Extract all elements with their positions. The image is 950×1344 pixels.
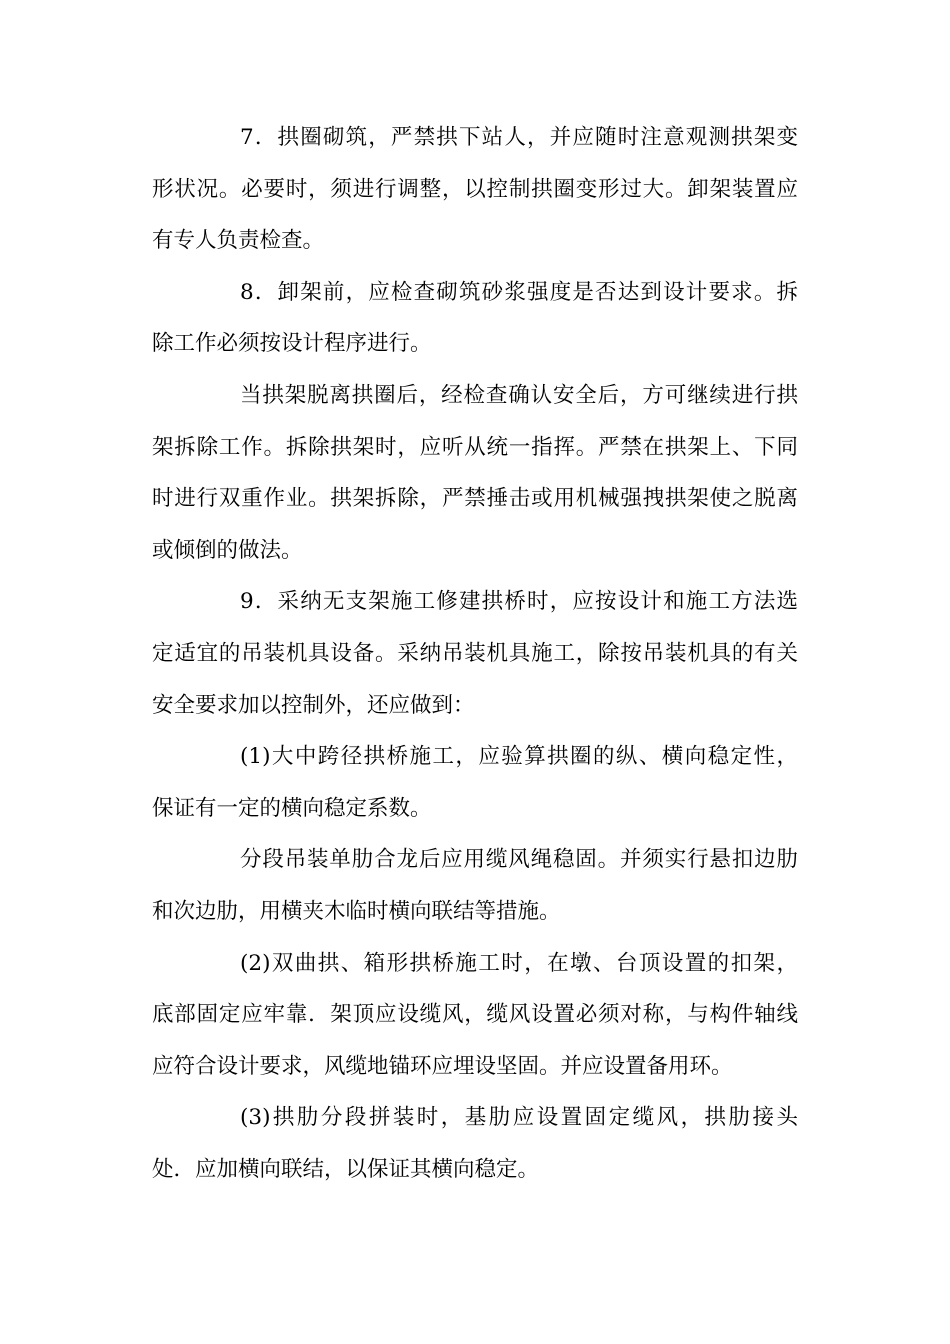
paragraph-segment-lifting: [152, 834, 798, 937]
text-line: 形状况。必要时，须进行调整，以控制拱圈变形过大。卸架装置应: [152, 176, 798, 202]
text-line: 应符合设计要求，风缆地锚环应埋设坚固。并应设置备用环。: [152, 1053, 733, 1079]
paragraph-subitem-1: [152, 731, 798, 834]
text-line: (1)大中跨径拱桥施工，应验算拱圈的纵、横向稳定性，: [240, 744, 798, 770]
document-page: [152, 112, 798, 1195]
text-line: 底部固定应牢靠．架顶应设缆风，缆风设置必须对称，与构件轴线: [152, 1002, 798, 1028]
paragraph-subitem-2: [152, 938, 798, 1093]
text-line: 或倾倒的做法。: [152, 537, 303, 563]
paragraph-subitem-3: [152, 1092, 798, 1195]
text-line: 保证有一定的横向稳定系数。: [152, 795, 432, 821]
text-line: 安全要求加以控制外，还应做到：: [152, 692, 475, 718]
text-line: 除工作必须按设计程序进行。: [152, 331, 432, 357]
text-line: 时进行双重作业。拱架拆除，严禁捶击或用机械强拽拱架使之脱离: [152, 486, 798, 512]
text-line: 架拆除工作。拆除拱架时，应听从统一指挥。严禁在拱架上、下同: [152, 434, 798, 460]
text-line: 9．采纳无支架施工修建拱桥时，应按设计和施工方法选: [240, 589, 798, 615]
text-line: 当拱架脱离拱圈后，经检查确认安全后，方可继续进行拱: [240, 382, 798, 408]
text-line: 处．应加横向联结，以保证其横向稳定。: [152, 1156, 540, 1182]
paragraph-item-8: [152, 267, 798, 370]
text-line: 分段吊装单肋合龙后应用缆风绳稳固。并须实行悬扣边肋: [240, 847, 798, 873]
paragraph-item-9: [152, 576, 798, 731]
text-line: 和次边肋，用横夹木临时横向联结等措施。: [152, 898, 561, 924]
text-line: 定适宜的吊装机具设备。采纳吊装机具施工，除按吊装机具的有关: [152, 640, 798, 666]
text-line: 7．拱圈砌筑，严禁拱下站人，并应随时注意观测拱架变: [240, 125, 798, 150]
text-line: (2)双曲拱、箱形拱桥施工时，在墩、台顶设置的扣架，: [240, 950, 798, 976]
paragraph-item-7: [152, 112, 798, 267]
text-line: 8．卸架前，应检查砌筑砂浆强度是否达到设计要求。拆: [240, 279, 798, 305]
text-line: 有专人负责检查。: [152, 228, 325, 254]
paragraph-arch-removal: [152, 370, 798, 576]
text-line: (3)拱肋分段拼装时，基肋应设置固定缆风，拱肋接头: [240, 1105, 798, 1131]
